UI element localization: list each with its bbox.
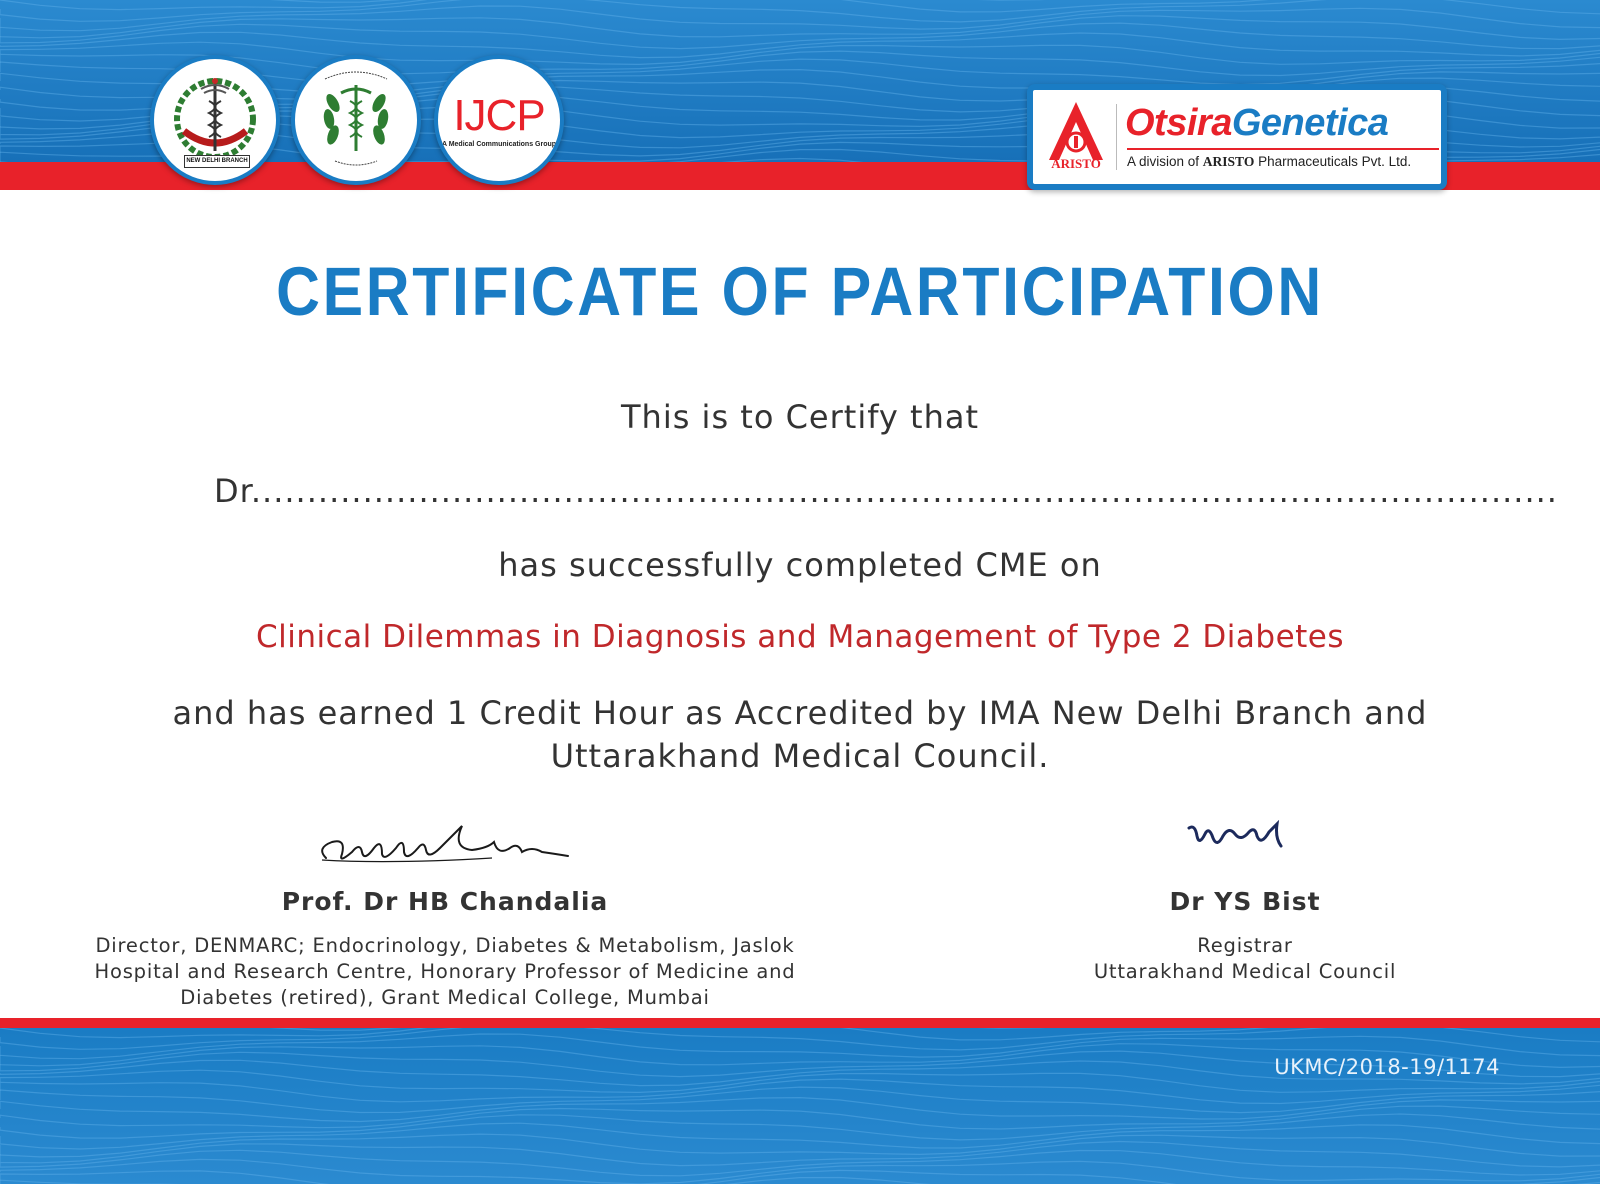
certificate-title: CERTIFICATE OF PARTICIPATION	[276, 253, 1324, 330]
left-role-line-3: Diabetes (retired), Grant Medical College, Mumbai	[180, 986, 710, 1009]
ijcp-name: IJCP	[453, 91, 545, 140]
caduceus-wreath-icon	[295, 59, 417, 181]
completed-line: has successfully completed CME on	[498, 546, 1102, 584]
council-logo	[291, 55, 421, 185]
brand-name	[1125, 102, 1388, 145]
brand-divider	[1116, 104, 1117, 170]
brand-name-part1: Otsira	[1125, 102, 1232, 144]
brand-underline	[1127, 148, 1439, 150]
left-signatory-name: Prof. Dr HB Chandalia	[281, 887, 609, 916]
ima-branch-label: NEW DELHI BRANCH	[184, 155, 250, 168]
brand-sub-prefix: A division of	[1127, 154, 1203, 169]
credit-line-1: and has earned 1 Credit Hour as Accredited by IMA New Delhi Branch and	[172, 694, 1428, 732]
certificate-code: UKMC/2018-19/1174	[1274, 1055, 1500, 1079]
footer-band	[0, 1028, 1600, 1184]
aristo-wordmark: ARISTO	[1051, 156, 1101, 171]
left-role-line-2: Hospital and Research Centre, Honorary Professor of Medicine and	[94, 960, 796, 983]
brand-name-part2: Genetica	[1231, 102, 1389, 144]
brand-sub-suffix: Pharmaceuticals Pvt. Ltd.	[1254, 154, 1412, 169]
left-role-line-1: Director, DENMARC; Endocrinology, Diabetes & Metabolism, Jaslok	[95, 934, 795, 957]
ijcp-logo	[434, 55, 564, 185]
cme-topic: Clinical Dilemmas in Diagnosis and Management of Type 2 Diabetes	[255, 619, 1345, 655]
right-signatory-name: Dr YS Bist	[1169, 887, 1321, 916]
right-signatory-role	[1045, 933, 1445, 985]
right-role-line-2: Uttarakhand Medical Council	[1093, 960, 1397, 983]
recipient-name-line: Dr.....................................................................................................................	[214, 472, 1558, 510]
left-signatory-role	[60, 933, 830, 1011]
certify-line: This is to Certify that	[620, 398, 979, 436]
ima-logo	[150, 55, 280, 185]
signature-right	[1185, 820, 1295, 860]
signature-left	[312, 818, 582, 878]
sponsor-brand-box	[1027, 84, 1447, 190]
right-role-line-1: Registrar	[1197, 934, 1293, 957]
brand-subtitle	[1127, 154, 1411, 170]
footer-red-stripe	[0, 1018, 1600, 1028]
ijcp-tagline: A Medical Communications Group	[441, 141, 557, 148]
brand-sub-bold: ARISTO	[1202, 154, 1255, 169]
credit-line-2: Uttarakhand Medical Council.	[550, 737, 1050, 775]
credit-statement	[0, 692, 1600, 778]
